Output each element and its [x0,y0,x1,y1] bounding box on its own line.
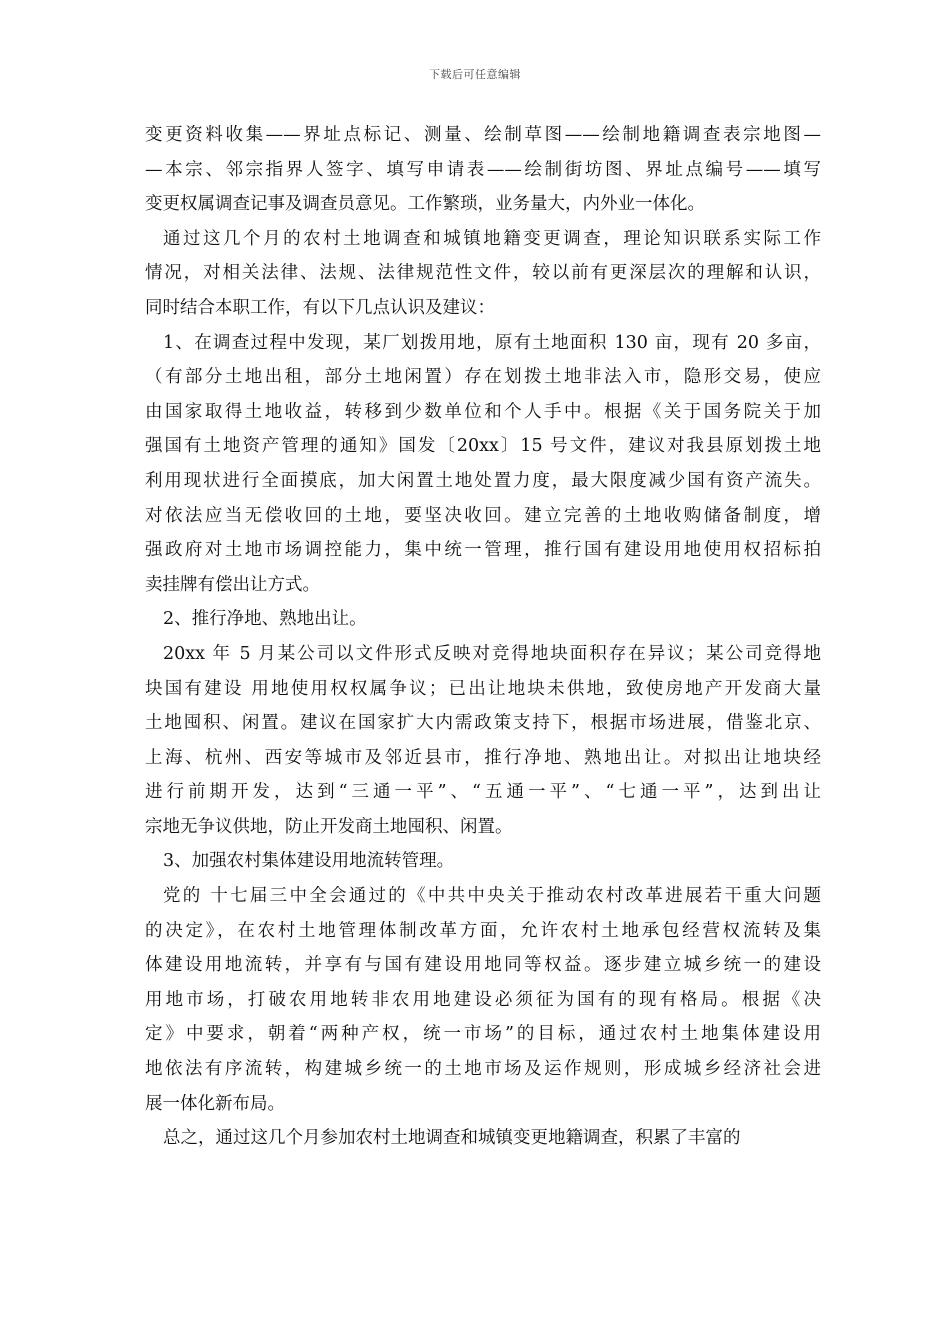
document-body [145,118,821,1156]
text-line: 体建设用地流转，并享有与国有建设用地同等权益。逐步建立城乡统一的建设 [145,955,821,976]
text-line: 强国有土地资产管理的通知》国发〔20xx〕15 号文件，建议对我县原划拨土地 [145,436,821,457]
text-line: 展一体化新布局。 [145,1093,285,1114]
paragraph [145,602,821,637]
text-line: 20xx 年 5 月某公司以文件形式反映对竞得地块面积存在异议；某公司竞得地 [163,643,821,664]
text-line: 由国家取得土地收益，转移到少数单位和个人手中。根据《关于国务院关于加 [145,401,821,422]
text-line: 用地市场，打破农用地转非农用地建设必须征为国有的现有格局。根据《决 [145,989,821,1010]
text-line: 宗地无争议供地，防止开发商土地囤积、闲置。 [145,816,513,837]
text-line: 变更资料收集——界址点标记、测量、绘制草图——绘制地籍调查表宗地图— [145,125,821,145]
text-line: 上海、杭州、西安等城市及邻近县市，推行净地、熟地出让。对拟出让地块经 [145,747,821,768]
text-line: 2、推行净地、熟地出让。 [163,609,367,630]
paragraph [145,326,821,603]
text-line: 的决定》，在农村土地管理体制改革方面，允许农村土地承包经营权流转及集 [145,920,821,941]
paragraph [145,118,821,222]
text-line: 变更权属调查记事及调查员意见。工作繁琐，业务量大，内外业一体化。 [145,194,705,215]
text-line: 定》中要求，朝着“两种产权，统一市场”的目标，通过农村土地集体建设用 [145,1024,821,1045]
paragraph [145,879,821,1121]
text-line: 1、在调查过程中发现，某厂划拨用地，原有土地面积 130 亩，现有 20 多亩， [163,332,821,353]
text-line: 土地囤积、闲置。建议在国家扩大内需政策支持下，根据市场进展，借鉴北京、 [145,713,821,734]
text-line: 对依法应当无偿收回的土地，要坚决收回。建立完善的土地收购储备制度，增 [145,505,821,526]
paragraph [145,844,821,879]
paragraph [145,1121,821,1156]
text-line: —本宗、邻宗指界人签字、填写申请表——绘制街坊图、界址点编号——填写 [145,159,821,180]
text-line: 总之，通过这几个月参加农村土地调查和城镇变更地籍调查，积累了丰富的 [163,1128,741,1149]
text-line: 党的 十七届三中全会通过的《中共中央关于推动农村改革进展若干重大问题 [163,886,821,907]
text-line: 利用现状进行全面摸底，加大闲置土地处置力度，最大限度减少国有资产流失。 [145,470,821,491]
paragraph [145,637,821,845]
text-line: 3、加强农村集体建设用地流转管理。 [163,851,455,872]
text-line: 情况，对相关法律、法规、法律规范性文件，较以前有更深层次的理解和认识， [145,263,821,284]
page-header: 下载后可任意编辑 [429,68,521,81]
text-line: 地依法有序流转，构建城乡统一的土地市场及运作规则，形成城乡经济社会进 [145,1059,821,1080]
text-line: 卖挂牌有偿出让方式。 [145,574,320,595]
paragraph [145,222,821,326]
text-line: 通过这几个月的农村土地调查和城镇地籍变更调查，理论知识联系实际工作 [163,228,821,249]
text-line: 同时结合本职工作，有以下几点认识及建议： [145,297,495,318]
text-line: （有部分土地出租，部分土地闲置）存在划拨土地非法入市，隐形交易，使应 [145,367,821,388]
text-line: 块国有建设 用地使用权权属争议；已出让地块未供地，致使房地产开发商大量 [145,678,821,699]
text-line: 进行前期开发，达到“三通一平”、“五通一平”、“七通一平”，达到出让 [145,782,821,803]
text-line: 强政府对土地市场调控能力，集中统一管理，推行国有建设用地使用权招标拍 [145,540,821,561]
